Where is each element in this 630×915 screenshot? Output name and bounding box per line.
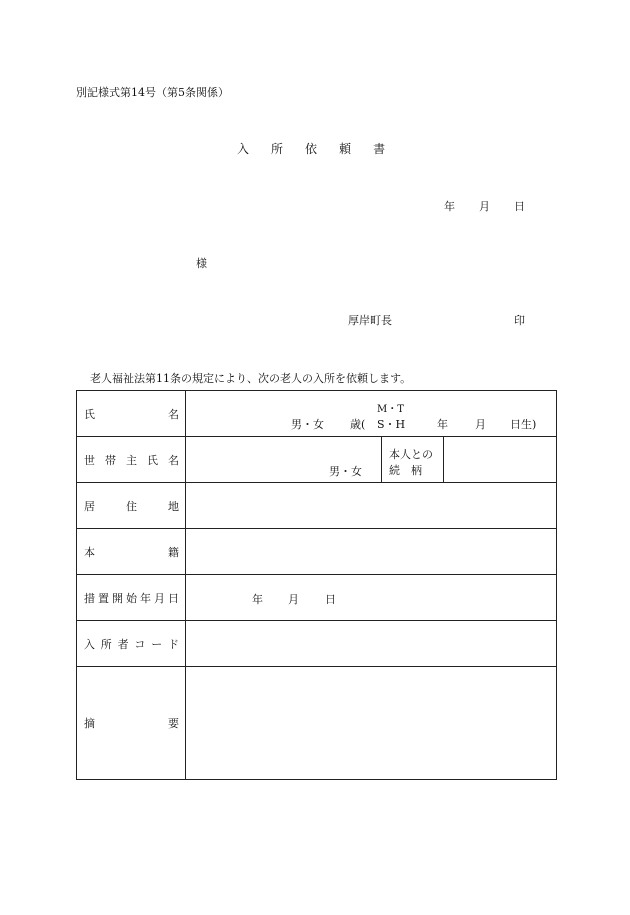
label-char: 者 — [117, 637, 129, 651]
label-domicile — [77, 529, 186, 575]
label-char: 住 — [126, 499, 137, 513]
row-start-date — [77, 575, 557, 621]
title-char: 書 — [373, 142, 386, 156]
label-name — [77, 391, 186, 437]
householder-value-cell[interactable] — [186, 437, 557, 483]
label-char: 籍 — [168, 545, 179, 559]
householder-gender: 男・女 — [329, 465, 362, 478]
title-char: 頼 — [339, 142, 352, 156]
label-char: 本 — [84, 545, 95, 559]
document-title — [237, 140, 407, 157]
label-char: 入 — [84, 637, 95, 651]
label-char: ド — [167, 637, 179, 651]
label-char: 主 — [126, 453, 137, 467]
name-value-cell[interactable] — [186, 391, 557, 437]
label-char: 帯 — [105, 453, 116, 467]
label-char: ー — [151, 637, 163, 651]
seal-mark: 印 — [514, 314, 525, 327]
label-char: 世 — [84, 453, 95, 467]
label-char: 月 — [154, 591, 165, 605]
title-char: 依 — [305, 142, 318, 156]
row-name — [77, 391, 557, 437]
start-date-value-cell[interactable] — [186, 575, 557, 621]
relation-label-cell — [381, 437, 444, 482]
label-householder — [77, 437, 186, 483]
application-form-table — [76, 390, 557, 780]
date-day: 日 — [514, 200, 525, 213]
name-gender: 男・女 — [291, 418, 324, 431]
title-char: 所 — [271, 142, 284, 156]
label-char: 所 — [100, 637, 112, 651]
start-day: 日 — [325, 593, 336, 606]
label-memo — [77, 667, 186, 780]
date-month: 月 — [479, 200, 490, 213]
birth-month: 月 — [475, 418, 486, 431]
memo-value-cell[interactable] — [186, 667, 557, 780]
form-reference: 別記様式第14号（第5条関係） — [76, 86, 229, 99]
birth-day: 日生) — [510, 418, 537, 431]
label-char: 日 — [168, 591, 179, 605]
label-char: 居 — [84, 499, 95, 513]
label-start-date — [77, 575, 186, 621]
issuer-name: 厚岸町長 — [348, 314, 392, 327]
domicile-value-cell[interactable] — [186, 529, 557, 575]
birth-year: 年 — [437, 418, 448, 431]
relation-line-1: 本人との — [389, 448, 433, 461]
label-char: 要 — [168, 717, 179, 730]
era-bottom: S・H — [377, 418, 406, 431]
row-householder — [77, 437, 557, 483]
label-char: 始 — [126, 591, 137, 605]
label-char: 開 — [112, 591, 123, 605]
title-char: 入 — [237, 142, 250, 156]
start-year: 年 — [252, 593, 263, 606]
resident-code-value-cell[interactable] — [186, 621, 557, 667]
row-resident-code — [77, 621, 557, 667]
label-char: 氏 — [84, 407, 95, 421]
intro-text: 老人福祉法第11条の規定により、次の老人の入所を依頼します。 — [90, 372, 412, 385]
date-line — [444, 198, 525, 214]
addressee-suffix: 様 — [196, 257, 207, 270]
label-char: コ — [134, 637, 146, 651]
row-residence — [77, 483, 557, 529]
label-char: 措 — [84, 591, 95, 605]
row-memo — [77, 667, 557, 780]
label-char: 置 — [98, 591, 109, 605]
label-char: 名 — [168, 453, 179, 467]
row-domicile — [77, 529, 557, 575]
label-char: 地 — [168, 499, 179, 513]
label-char: 年 — [140, 591, 151, 605]
label-char: 摘 — [84, 717, 95, 730]
label-residence — [77, 483, 186, 529]
era-top: M・T — [377, 404, 404, 415]
residence-value-cell[interactable] — [186, 483, 557, 529]
relation-line-2: 続 柄 — [389, 464, 422, 477]
label-resident-code — [77, 621, 186, 667]
date-year: 年 — [444, 200, 455, 213]
name-age: 歳( — [350, 418, 366, 431]
label-char: 氏 — [147, 453, 158, 467]
label-char: 名 — [168, 407, 179, 421]
start-month: 月 — [288, 593, 299, 606]
